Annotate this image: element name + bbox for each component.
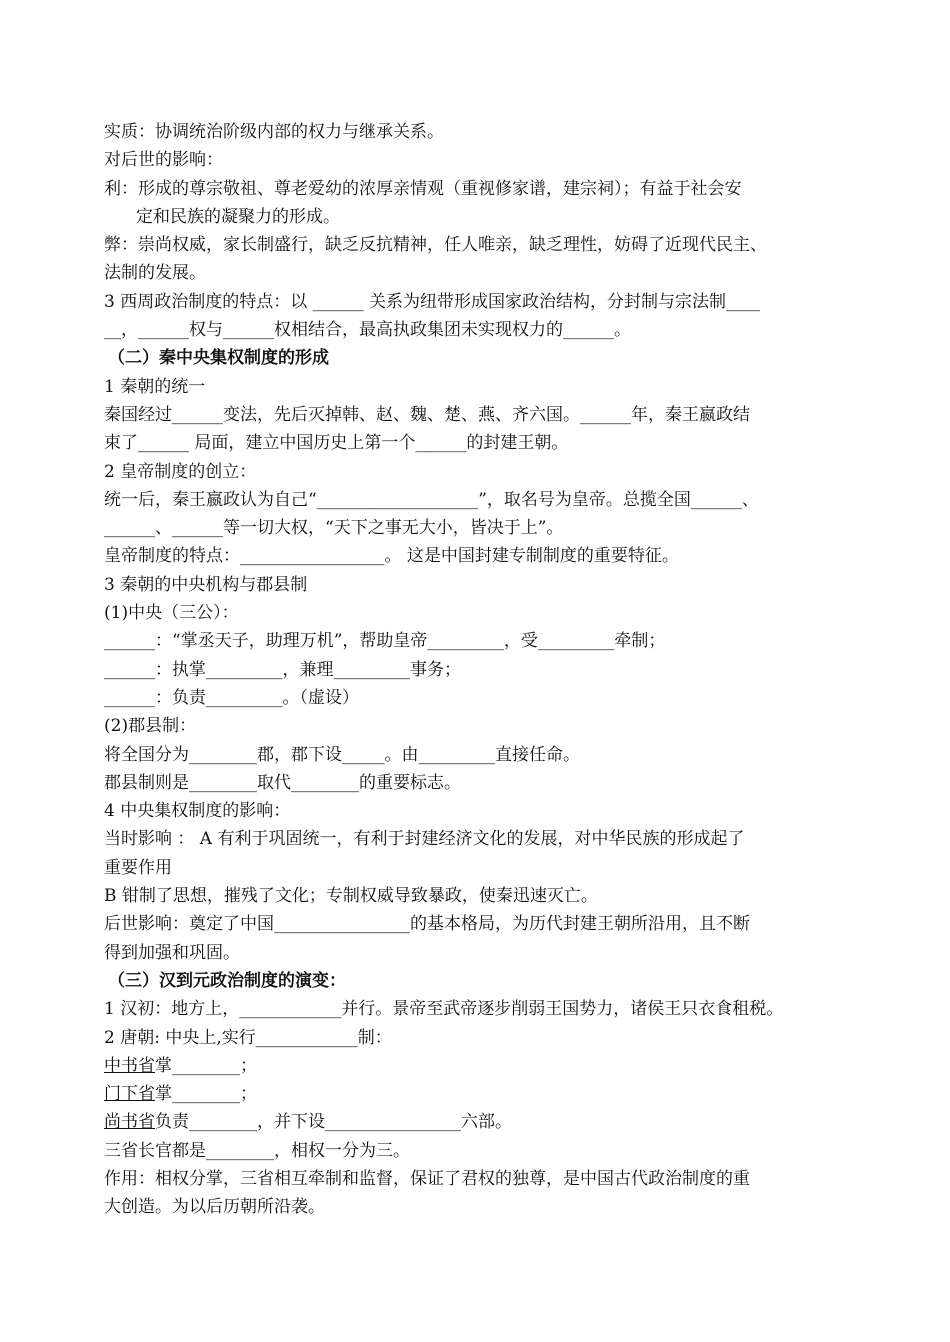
text-line: (2)郡县制：	[104, 716, 197, 737]
underlined-term: 中书省	[104, 1055, 155, 1076]
text-line: 定和民族的凝聚力的形成。	[136, 206, 340, 227]
text-line: ______、______等一切大权，“天下之事无大小，皆决于上”。	[104, 518, 564, 539]
text-line: (1)中央（三公）：	[104, 603, 239, 624]
text-line: 重要作用	[104, 857, 172, 878]
text-line: 利：形成的尊宗敬祖、尊老爱幼的浓厚亲情观（重视修家谱，建宗祠）；有益于社会安	[104, 178, 742, 199]
text-line: 实质：协调统治阶级内部的权力与继承关系。	[104, 122, 444, 142]
text-line: 法制的发展。	[104, 263, 206, 284]
text-line: 3 秦朝的中央机构与郡县制	[104, 574, 308, 595]
text-line: ______：“掌丞天子，助理万机”，帮助皇帝_________，受_________牵制；	[104, 631, 666, 652]
line-rest: 负责________，并下设________________六部。	[155, 1112, 512, 1133]
underlined-term: 尚书省	[104, 1112, 155, 1133]
text-line: 弊：崇尚权威，家长制盛行，缺乏反抗精神，任人唯亲，缺乏理性，妨碍了近现代民主、	[104, 235, 767, 256]
text-line: 作用：相权分掌，三省相互牵制和监督，保证了君权的独尊，是中国古代政治制度的重	[104, 1168, 750, 1189]
text-line: 2 皇帝制度的创立：	[104, 461, 257, 482]
text-line: ______：负责_________。（虚设）	[104, 687, 359, 708]
text-line: 将全国分为________郡，郡下设_____。由_________直接任命。	[104, 744, 580, 765]
text-line: 大创造。为以后历朝所沿袭。	[104, 1197, 325, 1218]
section-heading: （二）秦中央集权制度的形成	[108, 348, 329, 369]
text-line: 3 西周政治制度的特点：以 ______ 关系为纽带形成国家政治结构，分封制与宗法制____	[104, 291, 761, 312]
text-line	[104, 1080, 854, 1108]
document-body	[104, 118, 854, 1222]
section-heading: （三）汉到元政治制度的演变：	[108, 970, 346, 991]
text-line	[104, 1052, 854, 1080]
text-line: 1 汉初：地方上，____________并行。景帝至武帝逐步削弱王国势力，诸侯王只衣食租税。	[104, 999, 784, 1020]
text-line: 秦国经过______变法，先后灭掉韩、赵、魏、楚、燕、齐六国。______年，秦王嬴政结	[104, 404, 750, 425]
text-line: 统一后，秦王嬴政认为自己“___________________”，取名号为皇帝。总揽全国______、	[104, 489, 759, 510]
text-line: 得到加强和巩固。	[104, 942, 240, 963]
text-line: B 钳制了思想，摧残了文化；专制权威导致暴政，使秦迅速灭亡。	[104, 886, 598, 907]
line-rest: 掌________；	[155, 1055, 257, 1076]
text-line: 4 中央集权制度的影响：	[104, 801, 291, 822]
text-line: 皇帝制度的特点：_________________。 这是中国封建专制制度的重要特征。	[104, 546, 679, 567]
text-line: 束了______ 局面，建立中国历史上第一个______的封建王朝。	[104, 433, 569, 454]
text-line: 1 秦朝的统一	[104, 376, 206, 397]
underlined-term: 门下省	[104, 1084, 155, 1105]
text-line: 对后世的影响：	[104, 150, 223, 171]
line-rest: 掌________；	[155, 1084, 257, 1105]
text-line: 三省长官都是________，相权一分为三。	[104, 1140, 410, 1161]
text-line	[104, 1108, 854, 1136]
text-line: __，______权与______权相结合，最高执政集团未实现权力的______。	[104, 320, 631, 341]
text-line: 当时影响 ： A 有利于巩固统一，有利于封建经济文化的发展，对中华民族的形成起了	[104, 829, 745, 850]
text-line: 后世影响：奠定了中国________________的基本格局，为历代封建王朝所沿用，且不断	[104, 914, 750, 935]
text-line: 2 唐朝: 中央上,实行____________制：	[104, 1027, 392, 1048]
text-line: ______：执掌_________，兼理_________事务；	[104, 659, 461, 680]
text-line: 郡县制则是________取代________的重要标志。	[104, 772, 461, 793]
